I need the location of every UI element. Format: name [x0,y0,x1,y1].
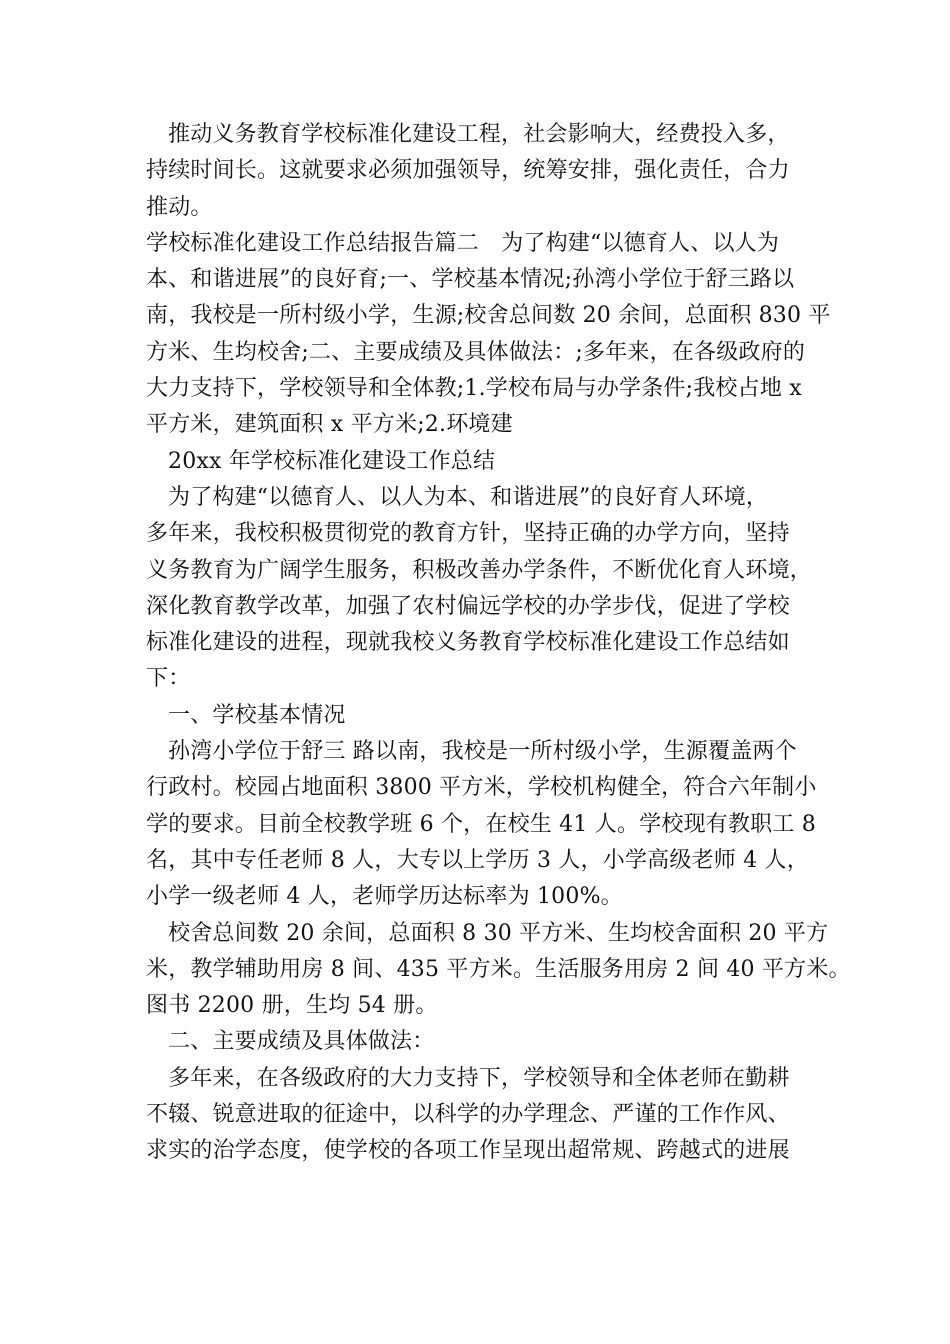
text-line: 推动义务教育学校标准化建设工程，社会影响大，经费投入多， [168,122,790,147]
text-line: 持续时间长。这就要求必须加强领导，统筹安排，强化责任，合力 [146,158,790,184]
section-title: 20xx 年学校标准化建设工作总结 [168,448,496,474]
text-line: 深化教育教学改革，加强了农村偏远学校的办学步伐，促进了学校 [146,593,790,619]
section-heading: 一、学校基本情况 [168,702,346,728]
text-line: 多年来，我校积极贯彻党的教育方针，坚持正确的办学方向，坚持 [146,521,790,547]
text-line: 学的要求。目前全校教学班 6 个，在校生 41 人。学校现有教职工 8 [146,811,816,837]
text-line: 图书 2200 册，生均 54 册。 [146,993,438,1019]
text-line: 米，教学辅助用房 8 间、435 平方米。生活服务用房 2 间 40 平方米。 [146,956,851,982]
text-line: 南，我校是一所村级小学，生源;校舍总间数 20 余间，总面积 830 平 [146,303,831,329]
text-line: 本、和谐进展”的良好育;一、学校基本情况;孙湾小学位于舒三路以 [146,267,795,293]
text-line: 校舍总间数 20 余间，总面积 8 30 平方米、生均校舍面积 20 平方 [168,920,829,946]
text-line: 名，其中专任老师 8 人，大专以上学历 3 人，小学高级老师 4 人， [146,847,809,873]
text-line: 求实的治学态度，使学校的各项工作呈现出超常规、跨越式的进展 [146,1138,790,1164]
text-line: 下： [146,666,191,692]
section-heading: 二、主要成绩及具体做法： [168,1029,435,1055]
text-line: 孙湾小学位于舒三 路以南，我校是一所村级小学，生源覆盖两个 [168,739,797,765]
text-line: 义务教育为广阔学生服务，积极改善办学条件，不断优化育人环境， [146,557,813,583]
text-line: 平方米，建筑面积 x 平方米;2.环境建 [146,412,513,438]
document-body [146,117,851,1170]
text-line: 学校标准化建设工作总结报告篇二 为了构建“以德育人、以人为 [146,230,780,256]
text-line: 方米、生均校舍;二、主要成绩及具体做法：;多年来，在各级政府的 [146,339,806,365]
text-line: 推动。 [146,194,213,220]
text-line: 标准化建设的进程，现就我校义务教育学校标准化建设工作总结如 [146,630,790,656]
text-line: 大力支持下，学校领导和全体教;1.学校布局与办学条件;我校占地 x [146,376,802,402]
text-line: 为了构建“以德育人、以人为本、和谐进展”的良好育人环境， [168,484,769,510]
text-line: 行政村。校园占地面积 3800 平方米，学校机构健全，符合六年制小 [146,775,817,801]
text-line: 不辍、锐意进取的征途中，以科学的办学理念、严谨的工作作风、 [146,1102,790,1128]
text-line: 多年来，在各级政府的大力支持下，学校领导和全体老师在勤耕 [168,1065,790,1091]
text-line: 小学一级老师 4 人，老师学历达标率为 100%。 [146,884,623,910]
